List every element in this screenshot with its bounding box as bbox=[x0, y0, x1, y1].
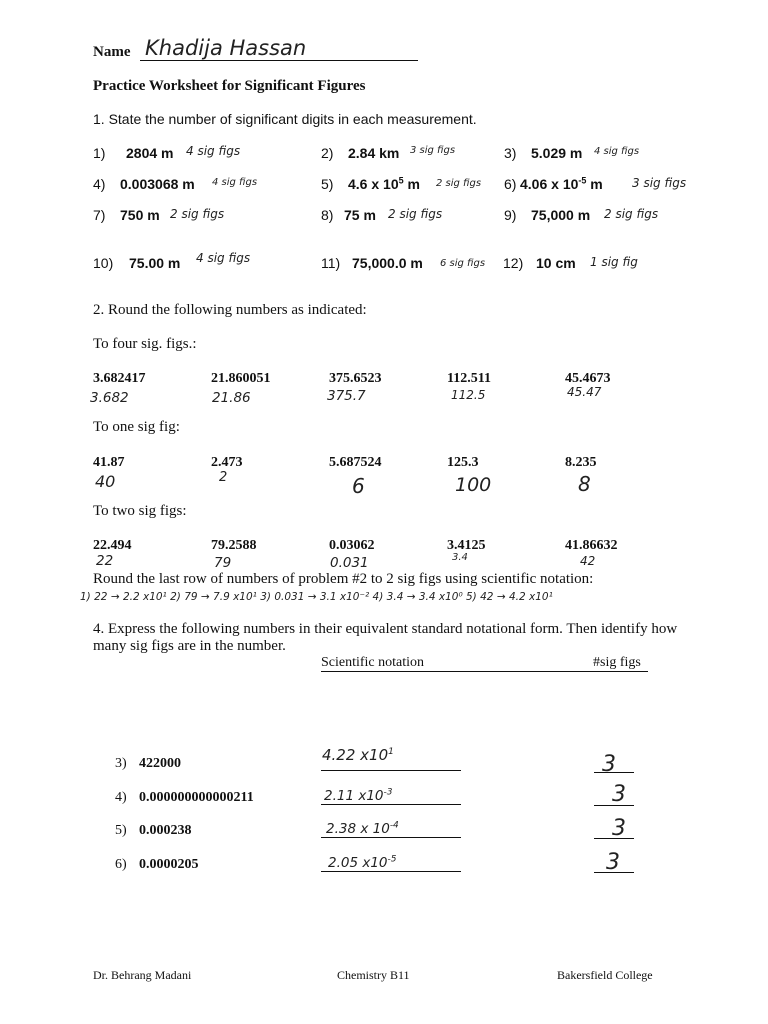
q3-answer-handwritten: 1) 22 → 2.2 x10¹ 2) 79 → 7.9 x10¹ 3) 0.031 → 3.1 x10⁻² 4) 3.4 → 3.4 x10⁰ 5) 42 → 4.2 x10¹ bbox=[80, 591, 553, 603]
q4-col-sci-header: Scientific notation bbox=[321, 655, 425, 670]
q1-item-5-answer: 2 sig figs bbox=[436, 178, 482, 189]
q2-two-value-5: 41.86632 bbox=[565, 538, 618, 553]
q2-two-value-3: 0.03062 bbox=[329, 538, 375, 553]
q2-four-answer-2: 21.86 bbox=[212, 390, 251, 406]
q1-item-9-value: 75,000 m bbox=[531, 207, 591, 223]
q1-item-11-answer: 6 sig figs bbox=[440, 258, 486, 269]
q2-four-value-1: 3.682417 bbox=[93, 371, 146, 386]
q1-item-1-answer: 4 sig figs bbox=[186, 144, 241, 158]
q1-item-4-value: 0.003068 m bbox=[120, 176, 195, 192]
q4-row-4-value: 0.000000000000211 bbox=[139, 790, 254, 805]
q2-four-answer-3: 375.7 bbox=[327, 388, 366, 404]
q4-row-4-num: 4) bbox=[115, 790, 127, 805]
q2-two-value-2: 79.2588 bbox=[211, 538, 257, 553]
q1-item-10-answer: 4 sig figs bbox=[196, 251, 251, 265]
q1-item-12-num: 12) bbox=[503, 255, 524, 271]
q1-item-1-num: 1) bbox=[93, 145, 106, 161]
q1-item-2-num: 2) bbox=[321, 145, 334, 161]
q2-one-value-5: 8.235 bbox=[565, 455, 597, 470]
q2-four-value-2: 21.860051 bbox=[211, 371, 271, 386]
q2-one-value-4: 125.3 bbox=[447, 455, 479, 470]
q2-prompt: 2. Round the following numbers as indicated: bbox=[93, 302, 367, 318]
name-label: Name bbox=[93, 44, 131, 60]
q4-row-5-sci: 2.38 x $10^{-4}$ bbox=[326, 820, 399, 837]
q1-item-7-num: 7) bbox=[93, 207, 106, 223]
q2-two-answer-4: 3.4 bbox=[452, 552, 468, 563]
q1-item-7-value: 750 m bbox=[120, 207, 160, 223]
q2-two-answer-2: 79 bbox=[214, 555, 232, 571]
q1-item-11-num: 11) bbox=[321, 255, 341, 271]
q1-item-3-num: 3) bbox=[504, 145, 517, 161]
q4-row-3-sig: 3 bbox=[602, 752, 616, 777]
q2-one-answer-5: 8 bbox=[578, 472, 591, 496]
q1-item-5-value: 4.6 x $10^5$ m bbox=[348, 175, 420, 192]
q4-row-6-sci: 2.05 $x10^{-5}$ bbox=[328, 854, 397, 871]
q2-two-answer-5: 42 bbox=[580, 554, 596, 568]
q1-item-4-answer: 4 sig figs bbox=[212, 177, 258, 188]
q1-item-12-answer: 1 sig fig bbox=[590, 255, 638, 269]
q1-item-3-answer: 4 sig figs bbox=[594, 146, 640, 157]
q2-four-label: To four sig. figs.: bbox=[93, 336, 197, 352]
q2-one-answer-4: 100 bbox=[455, 474, 492, 496]
q2-two-answer-1: 22 bbox=[96, 553, 114, 569]
q4-prompt-line2: many sig figs are in the number. bbox=[93, 638, 286, 654]
q2-four-value-5: 45.4673 bbox=[565, 371, 611, 386]
q1-item-1-value: 2804 m bbox=[126, 145, 174, 161]
q2-one-value-2: 2.473 bbox=[211, 455, 243, 470]
q4-row-4-sci-line bbox=[321, 804, 461, 805]
q4-row-6-sig: 3 bbox=[606, 850, 620, 875]
q4-row-3-sig-line bbox=[594, 772, 634, 773]
q1-item-4-num: 4) bbox=[93, 176, 106, 192]
q1-item-8-value: 75 m bbox=[344, 207, 376, 223]
q2-four-value-4: 112.511 bbox=[447, 371, 491, 386]
q2-four-answer-5: 45.47 bbox=[567, 385, 602, 399]
worksheet-title: Practice Worksheet for Significant Figures bbox=[93, 78, 366, 94]
q4-row-5-sig: 3 bbox=[612, 816, 626, 841]
student-name-handwritten: Khadija Hassan bbox=[145, 36, 307, 60]
q1-item-2-answer: 3 sig figs bbox=[410, 145, 456, 156]
q4-row-4-sig: 3 bbox=[612, 782, 626, 807]
footer-author: Dr. Behrang Madani bbox=[93, 968, 192, 982]
q2-one-value-3: 5.687524 bbox=[329, 455, 382, 470]
q1-item-9-num: 9) bbox=[504, 207, 517, 223]
q1-item-3-value: 5.029 m bbox=[531, 145, 583, 161]
q1-item-8-num: 8) bbox=[321, 207, 334, 223]
q4-row-5-sci-line bbox=[321, 837, 461, 838]
q1-item-6-num: 6) bbox=[504, 176, 517, 192]
q1-item-6-answer: 3 sig figs bbox=[632, 176, 687, 190]
q2-one-label: To one sig fig: bbox=[93, 419, 180, 435]
q4-row-6-sci-line bbox=[321, 871, 461, 872]
q1-item-8-answer: 2 sig figs bbox=[388, 207, 443, 221]
q2-four-value-3: 375.6523 bbox=[329, 371, 382, 386]
q4-row-6-sig-line bbox=[594, 872, 634, 873]
q4-prompt-line1: 4. Express the following numbers in their equivalent standard notational form. Then identify how bbox=[93, 621, 678, 637]
q4-row-3-sci: 4.22 $x10^1$ bbox=[322, 746, 394, 764]
q1-prompt: 1. State the number of significant digits in each measurement. bbox=[93, 111, 477, 127]
q4-row-5-value: 0.000238 bbox=[139, 823, 192, 838]
q2-two-answer-3: 0.031 bbox=[330, 555, 369, 571]
q1-item-2-value: 2.84 km bbox=[348, 145, 400, 161]
q4-row-6-value: 0.0000205 bbox=[139, 857, 199, 872]
q4-row-3-sci-line bbox=[321, 770, 461, 771]
q2-one-value-1: 41.87 bbox=[93, 455, 125, 470]
q2-two-value-4: 3.4125 bbox=[447, 538, 486, 553]
q2-one-answer-2: 2 bbox=[219, 470, 228, 485]
q1-item-10-num: 10) bbox=[93, 255, 114, 271]
q1-item-5-num: 5) bbox=[321, 176, 334, 192]
q4-row-6-num: 6) bbox=[115, 857, 127, 872]
q4-col-header-underline bbox=[321, 671, 648, 672]
q2-four-answer-1: 3.682 bbox=[90, 390, 129, 406]
q2-one-answer-3: 6 bbox=[352, 474, 365, 498]
q1-item-9-answer: 2 sig figs bbox=[604, 207, 659, 221]
q1-item-6-value: 4.06 x $10^{-5}$ m bbox=[520, 175, 603, 192]
q1-item-7-answer: 2 sig figs bbox=[170, 207, 225, 221]
q4-row-3-num: 3) bbox=[115, 756, 127, 771]
q4-row-4-sig-line bbox=[594, 805, 634, 806]
q2-two-value-1: 22.494 bbox=[93, 538, 132, 553]
footer-course: Chemistry B11 bbox=[337, 968, 410, 982]
q3-prompt: Round the last row of numbers of problem #2 to 2 sig figs using scientific notation: bbox=[93, 571, 594, 587]
footer-school: Bakersfield College bbox=[557, 968, 653, 982]
q4-col-sig-header: #sig figs bbox=[593, 655, 641, 670]
q1-item-12-value: 10 cm bbox=[536, 255, 576, 271]
q4-row-5-num: 5) bbox=[115, 823, 127, 838]
q4-row-3-value: 422000 bbox=[139, 756, 181, 771]
q1-item-10-value: 75.00 m bbox=[129, 255, 181, 271]
q1-item-11-value: 75,000.0 m bbox=[352, 255, 423, 271]
q2-two-label: To two sig figs: bbox=[93, 503, 187, 519]
name-underline bbox=[140, 60, 418, 61]
q2-one-answer-1: 40 bbox=[95, 472, 116, 491]
q4-row-4-sci: 2.11 $x10^{-3}$ bbox=[324, 787, 393, 804]
q2-four-answer-4: 112.5 bbox=[451, 388, 486, 402]
q4-row-5-sig-line bbox=[594, 838, 634, 839]
